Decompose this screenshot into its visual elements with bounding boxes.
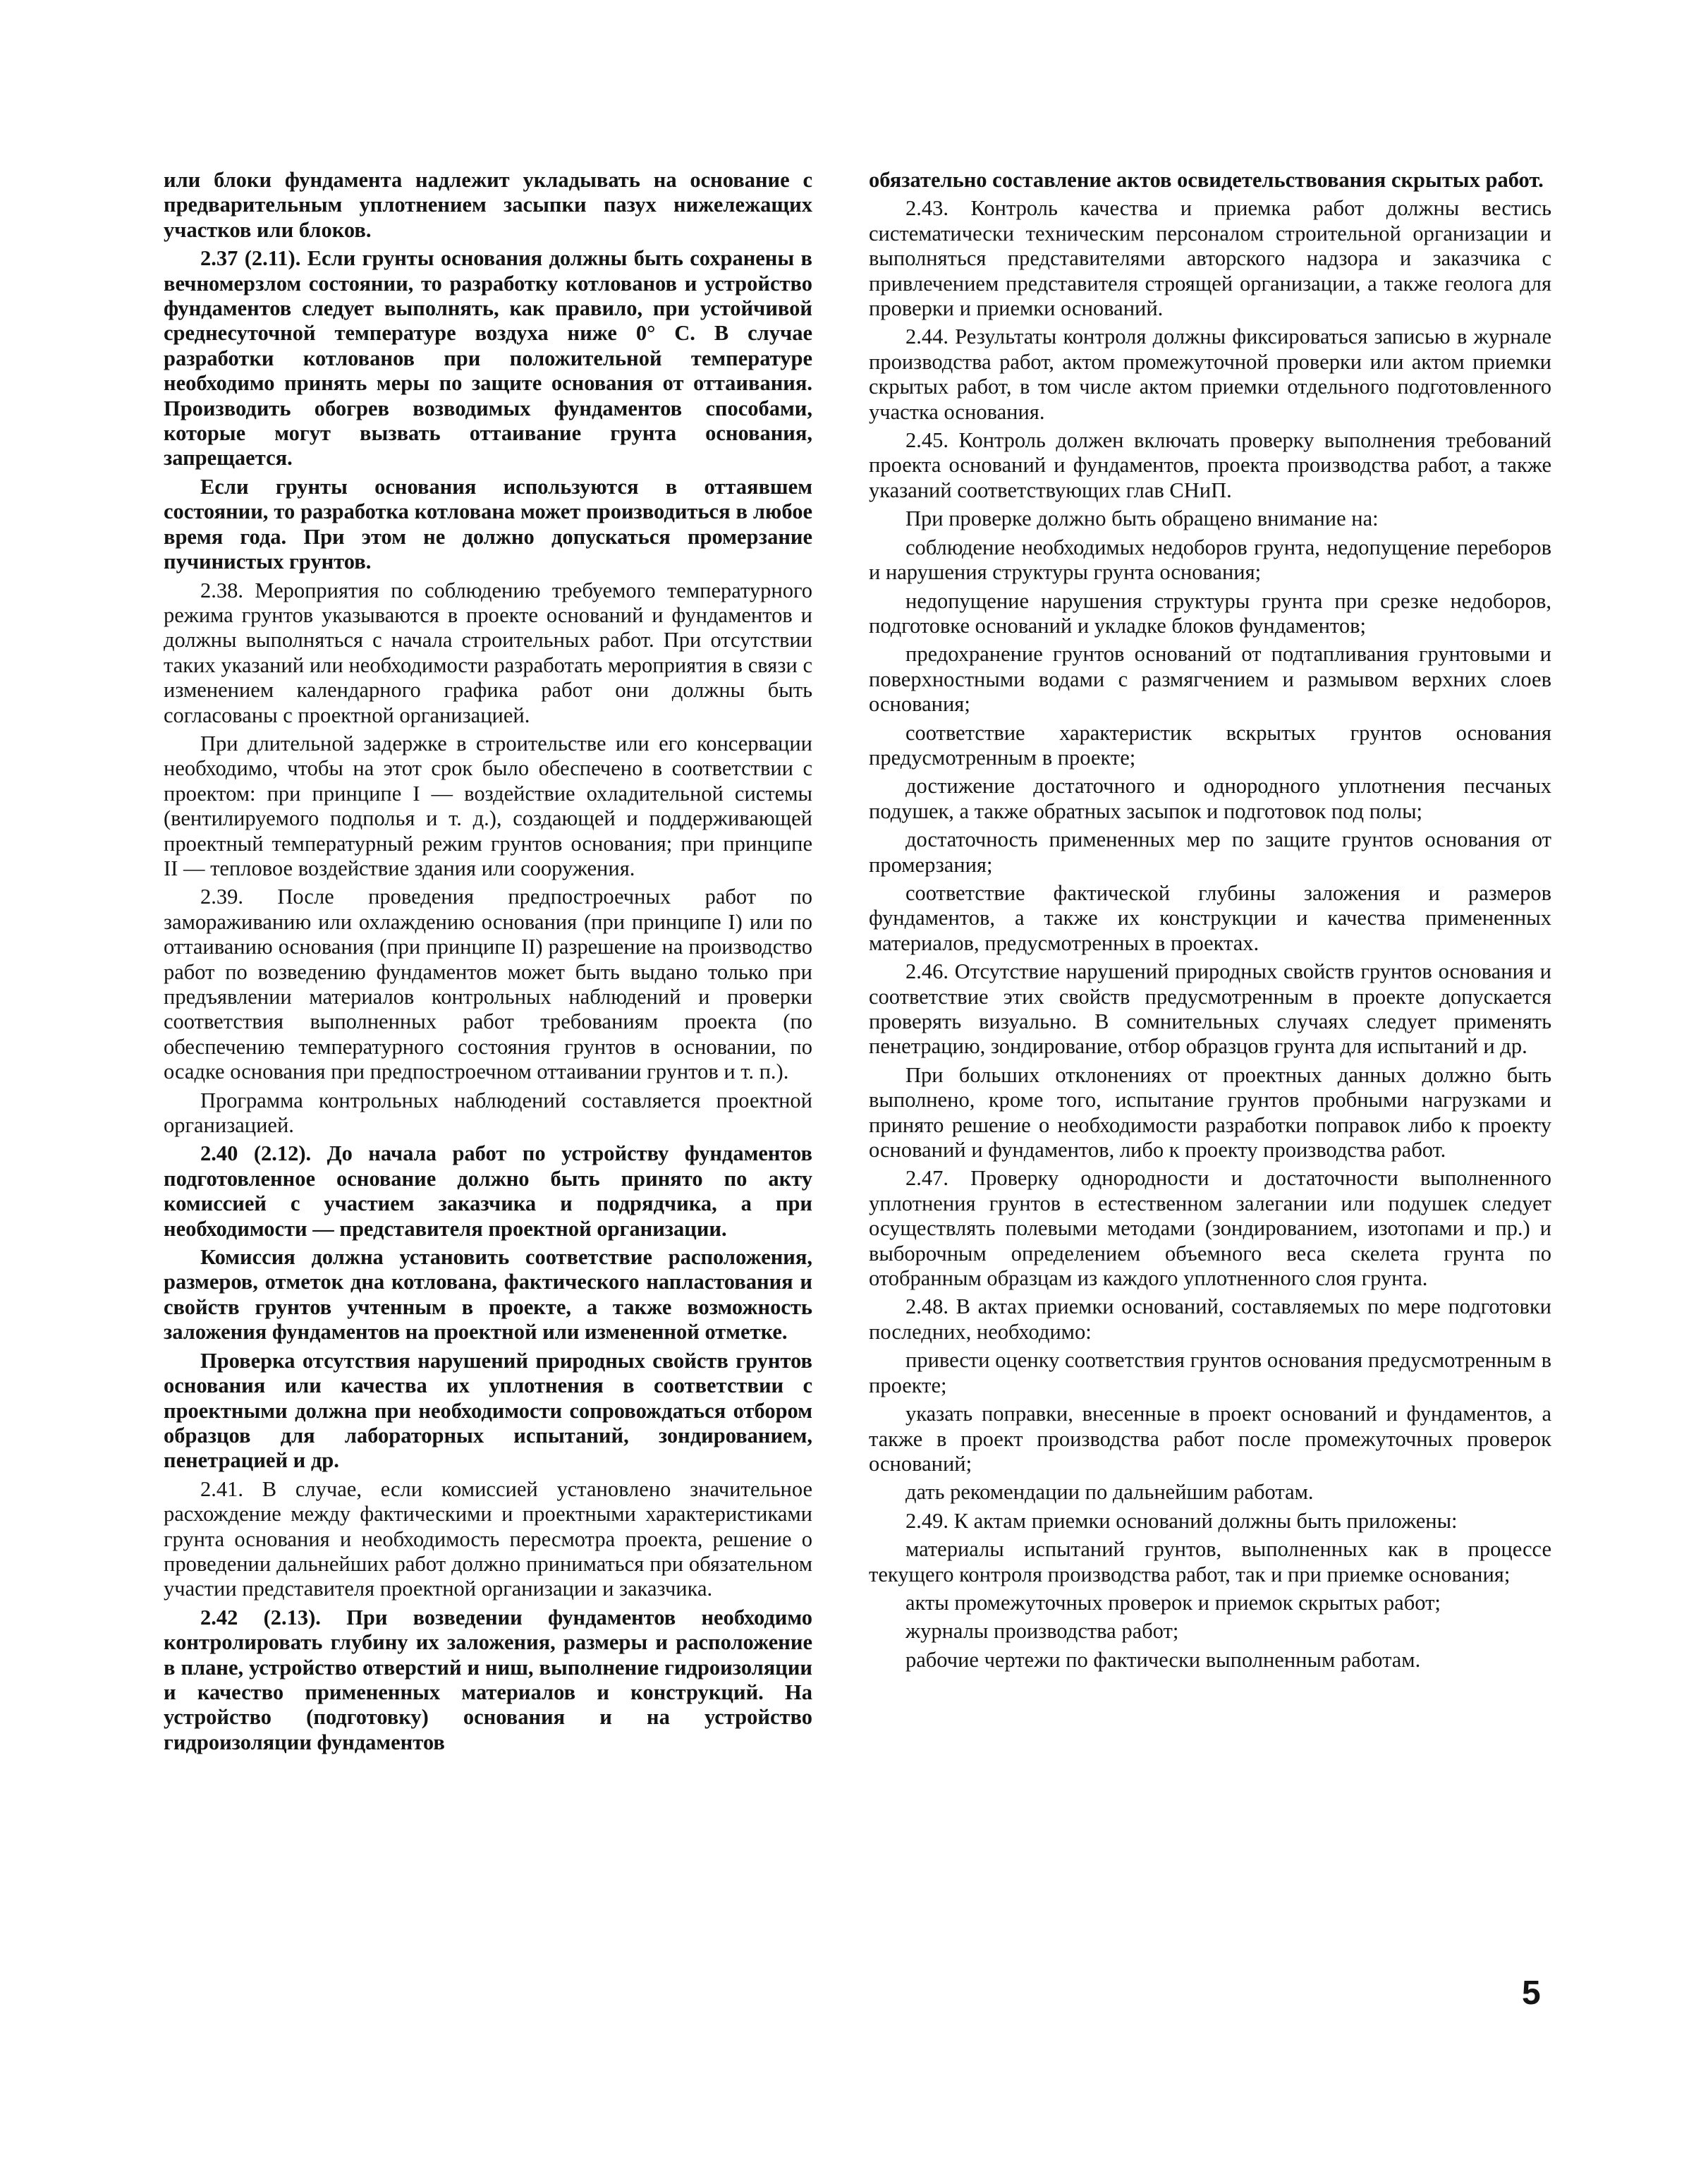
left-column — [164, 168, 812, 1759]
paragraph: 2.39. После проведения предпостроечных работ по замораживанию или охлаждению основания (при принципе I) или по оттаиванию основания (при принципе II) разрешение на производство работ по возведению фундаментов может быть выдано только при предъявлении материалов контрольных наблюдений и проверки соответствия выполненных работ требованиям проекта (по обеспечению температурного состояния грунтов в основании, по осадке основания при предпостроечном оттаивании грунтов и т. п.). — [164, 885, 812, 1084]
paragraph: Программа контрольных наблюдений составляется проектной организацией. — [164, 1088, 812, 1138]
paragraph: При проверке должно быть обращено внимание на: — [905, 506, 1379, 531]
paragraph: При длительной задержке в строительстве или его консервации необходимо, чтобы на этот срок было обеспечено в соответствии с проектом: при принципе I — воздействие охладительной системы (вентилируемого подполья и т. д.), создающей и поддерживающей проектный температурный режим грунтов основания; при принципе II — тепловое воздействие здания или сооружения. — [164, 731, 812, 880]
paragraph: соответствие характеристик вскрытых грунтов основания предусмотренным в проекте; — [869, 720, 1551, 770]
paragraph: акты промежуточных проверок и приемок скрытых работ; — [905, 1590, 1441, 1615]
paragraph: указать поправки, внесенные в проект оснований и фундаментов, а также в проект производства работ после промежуточных проверок оснований; — [869, 1402, 1551, 1476]
paragraph: журналы производства работ; — [905, 1619, 1179, 1644]
paragraph: дать рекомендации по дальнейшим работам. — [905, 1480, 1314, 1505]
paragraph: 2.37 (2.11). Если грунты основания должны быть сохранены в вечномерзлом состоянии, то разработку котлованов и устройство фундаментов следует выполнять, как правило, при устойчивой среднесуточной температуре воздуха ниже 0° С. В случае разработки котлованов при положительной температуре необходимо принять меры по защите основания от оттаивания. Производить обогрев возводимых фундаментов способами, которые могут вызвать оттаивание грунта основания, запрещается. — [164, 246, 812, 471]
paragraph: При больших отклонениях от проектных данных должно быть выполнено, кроме того, испытание грунтов пробными нагрузками и принято решение о необходимости разработки поправок либо к проекту оснований и фундаментов, либо к проекту производства работ. — [869, 1062, 1551, 1163]
paragraph: 2.41. В случае, если комиссией установлено значительное расхождение между фактическими и проектными характеристиками грунта основания и необходимость пересмотра проекта, решение о проведении дальнейших работ должно приниматься при обязательном участии представителя проектной организации и заказчика. — [164, 1476, 812, 1601]
paragraph: 2.38. Мероприятия по соблюдению требуемого температурного режима грунтов указываются в проекте оснований и фундаментов и должны выполняться с начала строительных работ. При отсутствии таких указаний или необходимости разработать мероприятия в связи с изменением календарного графика работ они должны быть согласованы с проектной организацией. — [164, 578, 812, 727]
paragraph: 2.40 (2.12). До начала работ по устройству фундаментов подготовленное основание должно быть принято по акту комиссией с участием заказчика и подрядчика, а при необходимости — представителя проектной организации. — [164, 1141, 812, 1241]
right-column — [869, 168, 1551, 1676]
paragraph: соответствие фактической глубины заложения и размеров фундаментов, а также их конструкции и качества примененных материалов, предусмотренных в проектах. — [869, 880, 1551, 955]
paragraph: достижение достаточного и однородного уплотнения песчаных подушек, а также обратных засыпок и подготовок под полы; — [869, 774, 1551, 823]
paragraph: Если грунты основания используются в оттаявшем состоянии, то разработка котлована может производиться в любое время года. При этом не должно допускаться промерзание пучинистых грунтов. — [164, 474, 812, 574]
paragraph: 2.48. В актах приемки оснований, составляемых по мере подготовки последних, необходимо: — [869, 1294, 1551, 1344]
paragraph: 2.46. Отсутствие нарушений природных свойств грунтов основания и соответствие этих свойств предусмотренным в проекте допускается проверять визуально. В сомнительных случаях следует применять пенетрацию, зондирование, отбор образцов грунта для испытаний и др. — [869, 959, 1551, 1059]
paragraph: недопущение нарушения структуры грунта при срезке недоборов, подготовке оснований и укладке блоков фундаментов; — [869, 588, 1551, 638]
page-number: 5 — [1522, 1974, 1541, 2012]
paragraph: 2.47. Проверку однородности и достаточности выполненного уплотнения грунтов в естественном залегании или подушек следует осуществлять полевыми методами (зондированием, изотопами и пр.) и выборочным определением объемного веса скелета грунта по отобранным образцам из каждого уплотненного слоя грунта. — [869, 1166, 1551, 1291]
paragraph: 2.42 (2.13). При возведении фундаментов необходимо контролировать глубину их заложения, размеры и расположение в плане, устройство отверстий и ниш, выполнение гидроизоляции и качество примененных материалов и конструкций. На устройство (подготовку) основания и на устройство гидроизоляции фундаментов — [164, 1605, 812, 1754]
paragraph: привести оценку соответствия грунтов основания предусмотренным в проекте; — [869, 1348, 1551, 1397]
paragraph: обязательно составление актов освидетельствования скрытых работ. — [869, 168, 1544, 192]
paragraph: 2.43. Контроль качества и приемка работ должны вестись систематически техническим персоналом строительной организации и выполняться представителями авторского надзора и заказчика с привлечением представителя строящей организации, а также геолога для проверки и приемки оснований. — [869, 196, 1551, 321]
paragraph: 2.44. Результаты контроля должны фиксироваться записью в журнале производства работ, актом промежуточной проверки или актом приемки скрытых работ, в том числе актом приемки отдельного подготовленного участка основания. — [869, 324, 1551, 424]
paragraph: материалы испытаний грунтов, выполненных как в процессе текущего контроля производства работ, так и при приемке основания; — [869, 1537, 1551, 1586]
paragraph: Комиссия должна установить соответствие расположения, размеров, отметок дна котлована, фактического напластования и свойств грунтов учтенным в проекте, а также возможность заложения фундаментов на проектной или измененной отметке. — [164, 1245, 812, 1344]
paragraph: 2.49. К актам приемки оснований должны быть приложены: — [905, 1508, 1458, 1533]
paragraph: предохранение грунтов оснований от подтапливания грунтовыми и поверхностными водами с размягчением и размывом верхних слоев основания; — [869, 642, 1551, 717]
paragraph: рабочие чертежи по фактически выполненным работам. — [905, 1647, 1421, 1672]
paragraph: достаточность примененных мер по защите грунтов основания от промерзания; — [869, 827, 1551, 877]
paragraph: 2.45. Контроль должен включать проверку выполнения требований проекта оснований и фундаментов, проекта производства работ, а также указаний соответствующих глав СНиП. — [869, 428, 1551, 502]
paragraph: или блоки фундамента надлежит укладывать на основание с предварительным уплотнением засыпки пазух нижележащих участков или блоков. — [164, 168, 812, 242]
paragraph: соблюдение необходимых недоборов грунта, недопущение переборов и нарушения структуры грунта основания; — [869, 535, 1551, 585]
paragraph: Проверка отсутствия нарушений природных свойств грунтов основания или качества их уплотнения в соответствии с проектными должна при необходимости сопровождаться отбором образцов для лабораторных испытаний, зондированием, пенетрацией и др. — [164, 1348, 812, 1473]
